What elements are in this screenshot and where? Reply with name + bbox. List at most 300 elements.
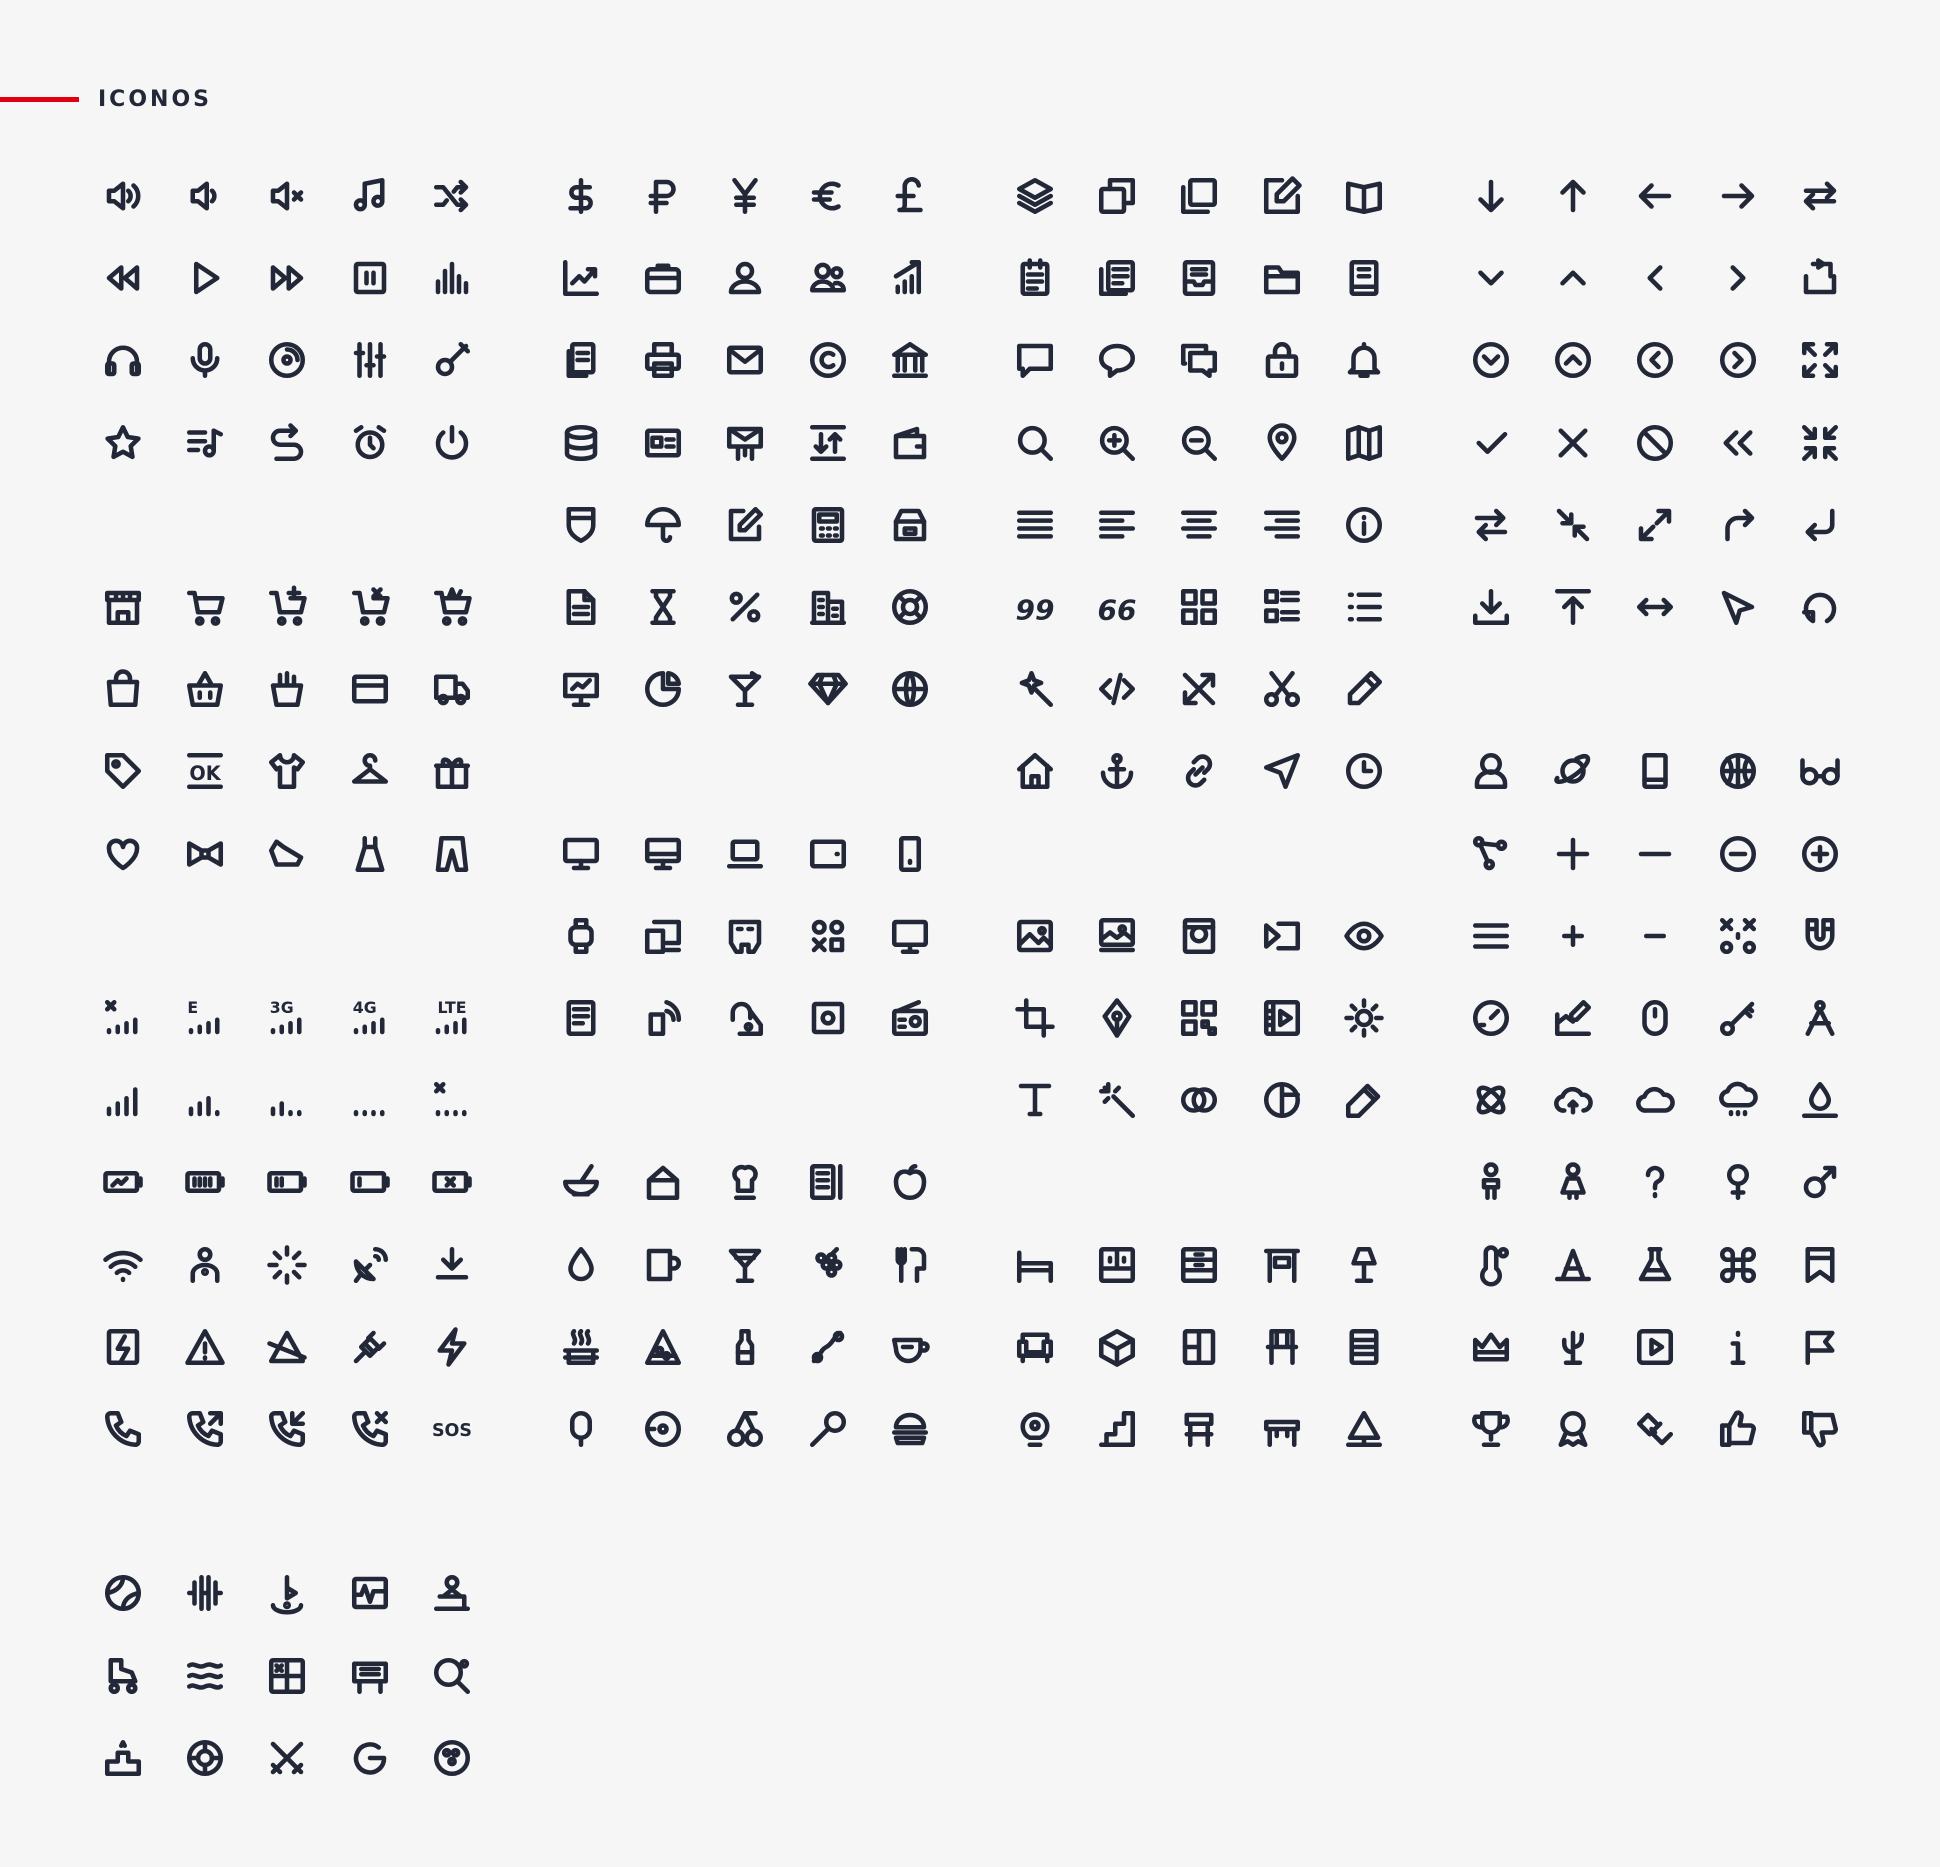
user-icon [1463,743,1519,799]
info-icon [1710,1319,1766,1375]
umbrella-icon [635,497,691,553]
heart-icon [95,826,151,882]
zoom-out-icon [1171,415,1227,471]
percent-icon [717,579,773,635]
glasses-icon [1792,743,1848,799]
sausage-icon [800,1319,856,1375]
headphones-icon [95,332,151,388]
plus-icon [1545,826,1601,882]
download-tray-icon [424,1237,480,1293]
cabinet-icon [1089,1237,1145,1293]
desk-lamp-icon [1336,1401,1392,1457]
mail-icon [717,332,773,388]
code-icon [1089,661,1145,717]
monitor-icon [553,826,609,882]
guitar-icon [424,332,480,388]
compress-icon [1792,415,1848,471]
coffee-cup-icon [635,1237,691,1293]
close-icon [1545,415,1601,471]
enter-icon [1792,497,1848,553]
flag-icon [1792,1319,1848,1375]
satellite-icon [342,1237,398,1293]
cherries-icon [717,1401,773,1457]
edit-square-icon [1254,168,1310,224]
waves-icon [177,1648,233,1704]
yen-icon [717,168,773,224]
search-icon [1007,415,1063,471]
zoom-in-icon [1089,415,1145,471]
speedometer-icon [1463,990,1519,1046]
thumbs-up-icon [1710,1401,1766,1457]
quote-close-icon [1089,579,1145,635]
edit-icon [717,497,773,553]
film-icon [1254,990,1310,1046]
battery-charging-icon [95,1154,151,1210]
signal-medium-icon [259,1072,315,1128]
hanger-icon [342,743,398,799]
battery-empty-icon [424,1154,480,1210]
ice-cream-icon [553,1401,609,1457]
signal-low-icon [342,1072,398,1128]
scissors-icon [1254,661,1310,717]
ruble-icon [635,168,691,224]
box-icon [1089,1319,1145,1375]
medal-icon [1545,1401,1601,1457]
share-icon [1792,250,1848,306]
planet-icon [1545,743,1601,799]
gamepad-icon [717,908,773,964]
dress-icon [342,826,398,882]
align-justify-icon [1007,497,1063,553]
cart-icon [177,579,233,635]
image-icon [1007,908,1063,964]
man-icon [1463,1154,1519,1210]
chef-hat-icon [717,1154,773,1210]
map-icon [1336,415,1392,471]
spatula-icon [800,1401,856,1457]
roller-skate-icon [95,1648,151,1704]
microphone-icon [177,332,233,388]
list-grid-icon [1254,579,1310,635]
plus-circle-icon [1792,826,1848,882]
align-right-icon [1254,497,1310,553]
shield-icon [553,497,609,553]
no-signal-icon [259,1319,315,1375]
info-circle-icon [1336,497,1392,553]
cart-add-icon [259,579,315,635]
newspaper-icon [1089,250,1145,306]
align-left-icon [1089,497,1145,553]
rotate-icon [1792,579,1848,635]
users-icon [800,250,856,306]
sun-icon [1336,990,1392,1046]
cake-icon [635,1154,691,1210]
copy-icon [1089,168,1145,224]
plus-small-icon [1545,908,1601,964]
store-icon [95,579,151,635]
menu-icon [1463,908,1519,964]
radio-icon [882,990,938,1046]
signal-none-icon [424,1072,480,1128]
crossed-swords-icon [259,1730,315,1786]
circle-up-icon [1545,332,1601,388]
command-icon [1710,1237,1766,1293]
id-card-icon [635,415,691,471]
magic-pen-icon [1007,661,1063,717]
signal-3g-icon [259,990,315,1046]
burger-icon [882,1401,938,1457]
wifi-icon [95,1237,151,1293]
pencil-icon [1336,661,1392,717]
cloud-sync-icon [1545,1072,1601,1128]
signal-high-icon [177,1072,233,1128]
copyright-icon [800,332,856,388]
vinyl-icon [259,332,315,388]
pizza-icon [635,1319,691,1375]
align-center-icon [1171,497,1227,553]
chats-icon [1171,332,1227,388]
upload-icon [1545,579,1601,635]
shelf-icon [1336,1319,1392,1375]
text-tool-icon [1007,1072,1063,1128]
smartphone-icon [882,826,938,882]
cocktail-shot-icon [717,661,773,717]
repeat-one-icon [259,415,315,471]
cursor-icon [1710,579,1766,635]
transfer-icon [800,415,856,471]
eyedropper-icon [1336,1072,1392,1128]
male-icon [1792,1154,1848,1210]
contrast-icon [1254,1072,1310,1128]
atom-icon [1463,1072,1519,1128]
horizontal-arrows-icon [1627,579,1683,635]
folder-icon [1254,250,1310,306]
warning-icon [177,1319,233,1375]
bottle-icon [717,1319,773,1375]
open-book-icon [1336,168,1392,224]
drawer-icon [1171,1237,1227,1293]
phone-in-icon [259,1401,315,1457]
volume-down-icon [177,168,233,224]
svg-text:99: 99 [1015,593,1055,627]
video-icon [1254,908,1310,964]
heart-rate-icon [342,1565,398,1621]
crown-icon [1463,1319,1519,1375]
section-title: ICONOS [98,87,212,112]
minus-icon [1627,826,1683,882]
quote-open-icon [1007,579,1063,635]
cart-remove-icon [342,579,398,635]
signal-lte-icon [424,990,480,1046]
t-shirt-icon [259,743,315,799]
home-icon [1007,743,1063,799]
food-basket-icon [259,661,315,717]
diamond-icon [800,661,856,717]
presentation-icon [553,661,609,717]
playlist-icon [177,415,233,471]
phone-missed-icon [342,1401,398,1457]
bed-icon [1007,1237,1063,1293]
speaker-icon [635,990,691,1046]
expand-icon [1792,332,1848,388]
power-icon [424,415,480,471]
stool-icon [1171,1401,1227,1457]
signal-full-icon [95,1072,151,1128]
user-circle-icon [717,250,773,306]
minus-circle-icon [1710,826,1766,882]
list-icon [1336,579,1392,635]
chevron-right-icon [1710,250,1766,306]
clock-icon [1336,743,1392,799]
alarm-clock-icon [342,415,398,471]
calculator-icon [800,497,856,553]
battery-half-icon [259,1154,315,1210]
photo-icon [1089,908,1145,964]
apple-icon [882,1154,938,1210]
delivery-truck-icon [424,661,480,717]
signal-4g-icon [342,990,398,1046]
music-note-icon [342,168,398,224]
cloud-rain-icon [1710,1072,1766,1128]
light-bulb-icon [1007,1401,1063,1457]
basketball-icon [1710,743,1766,799]
martini-icon [717,1237,773,1293]
cheese-icon [635,1401,691,1457]
equalizer-bars-icon [424,250,480,306]
key-icon [1710,990,1766,1046]
svg-text:66: 66 [1097,593,1137,627]
battery-full-icon [177,1154,233,1210]
chair-icon [1254,1319,1310,1375]
arrow-right-icon [1710,168,1766,224]
bookmark-icon [1792,1237,1848,1293]
smartwatch-icon [553,908,609,964]
target-icon [177,1730,233,1786]
block-icon [1627,415,1683,471]
tactics-board-icon [259,1648,315,1704]
play-square-icon [1627,1319,1683,1375]
pie-chart-icon [635,661,691,717]
flask-icon [1627,1237,1683,1293]
bowling-ball-icon [424,1730,480,1786]
stairs-icon [1089,1401,1145,1457]
wallet-icon [882,415,938,471]
plug-icon [342,1319,398,1375]
compass-icon [1792,990,1848,1046]
cactus-icon [1545,1319,1601,1375]
bench-icon [1254,1401,1310,1457]
download-icon [1463,579,1519,635]
arrow-left-icon [1627,168,1683,224]
handshake-icon [1627,1401,1683,1457]
arrow-down-icon [1463,168,1519,224]
ball-icon [95,1565,151,1621]
check-icon [1463,415,1519,471]
mixer-sliders-icon [342,332,398,388]
e-reader-icon [553,990,609,1046]
cloud-icon [1627,1072,1683,1128]
tools-icon [1171,661,1227,717]
grid-icon [1171,579,1227,635]
swap-icon [1792,168,1848,224]
globe-icon [882,661,938,717]
retro-phone-icon [717,990,773,1046]
shrink-icon [1545,497,1601,553]
play-icon [177,250,233,306]
polaroid-icon [1171,908,1227,964]
notepad-icon [1007,250,1063,306]
safe-icon [882,497,938,553]
arrow-up-icon [1545,168,1601,224]
water-level-icon [1792,1072,1848,1128]
maximize-icon [1627,497,1683,553]
star-icon [95,415,151,471]
rewind-icon [95,250,151,306]
credit-card-icon [342,661,398,717]
phone-out-icon [177,1401,233,1457]
book-icon [1336,250,1392,306]
briefcase-icon [635,250,691,306]
laptop-icon [717,826,773,882]
circle-down-icon [1463,332,1519,388]
goal-icon [342,1648,398,1704]
triangle-a-icon [1545,1237,1601,1293]
hourglass-icon [635,579,691,635]
svg-text:4G: 4G [352,997,377,1017]
pen-nib-icon [1089,990,1145,1046]
hot-dish-icon [553,1319,609,1375]
qr-code-icon [1171,990,1227,1046]
pound-icon [882,168,938,224]
certificate-icon [717,415,773,471]
g-badge-icon [342,1730,398,1786]
wardrobe-icon [1171,1319,1227,1375]
duplicate-icon [1171,168,1227,224]
shuffle-icon [424,168,480,224]
cart-full-icon [424,579,480,635]
volume-up-icon [95,168,151,224]
sos-icon [424,1401,480,1457]
cutlery-icon [882,1237,938,1293]
podium-icon [95,1730,151,1786]
tablet-icon [800,826,856,882]
question-icon [1627,1154,1683,1210]
link-icon [1171,743,1227,799]
layers-icon [1007,168,1063,224]
dollar-icon [553,168,609,224]
bowl-icon [553,1154,609,1210]
shoe-icon [259,826,315,882]
circle-left-icon [1627,332,1683,388]
price-tag-icon [95,743,151,799]
magic-wand-icon [1089,1072,1145,1128]
devices-icon [635,908,691,964]
lamp-icon [1336,1237,1392,1293]
gift-icon [424,743,480,799]
flash-icon [424,1319,480,1375]
drop-icon [553,1237,609,1293]
double-left-icon [1710,415,1766,471]
battery-low-icon [342,1154,398,1210]
bell-icon [1336,332,1392,388]
coins-stack-icon [553,415,609,471]
bow-tie-icon [177,826,233,882]
game-controls-icon [1710,908,1766,964]
signal-growth-icon [882,250,938,306]
exchange-icon [1463,497,1519,553]
tea-cup-icon [882,1319,938,1375]
mouse-icon [1627,990,1683,1046]
camera-icon [800,990,856,1046]
female-icon [1710,1154,1766,1210]
desktop-icon [635,826,691,882]
volume-mute-icon [259,168,315,224]
trophy-icon [1463,1401,1519,1457]
chat-round-icon [1089,332,1145,388]
share-nodes-icon [1463,826,1519,882]
mobile-icon [1627,743,1683,799]
pants-icon [424,826,480,882]
woman-icon [1545,1154,1601,1210]
chart-edit-icon [1545,990,1601,1046]
chat-square-icon [1007,332,1063,388]
armchair-icon [1007,1319,1063,1375]
document-text-icon [553,579,609,635]
basket-icon [177,661,233,717]
chevron-up-icon [1545,250,1601,306]
anchor-icon [1089,743,1145,799]
eye-icon [1336,908,1392,964]
svg-text:3G: 3G [270,997,295,1017]
circle-right-icon [1710,332,1766,388]
hotspot-icon [177,1237,233,1293]
ping-pong-icon [424,1648,480,1704]
chevron-left-icon [1627,250,1683,306]
thumbs-down-icon [1792,1401,1848,1457]
euro-icon [800,168,856,224]
map-pin-icon [1254,415,1310,471]
bank-icon [882,332,938,388]
loading-icon [259,1237,315,1293]
trend-chart-icon [553,250,609,306]
crop-icon [1007,990,1063,1046]
phone-icon [95,1401,151,1457]
inbox-icon [1171,250,1227,306]
stop-icon [342,250,398,306]
golf-icon [259,1565,315,1621]
fast-forward-icon [259,250,315,306]
signal-e-icon [177,990,233,1046]
svg-text:SOS: SOS [431,1421,472,1441]
lifebuoy-icon [882,579,938,635]
signal-x-icon [95,990,151,1046]
overlap-icon [1171,1072,1227,1128]
navigation-icon [1254,743,1310,799]
thermometer-icon [1463,1237,1519,1293]
chevron-down-icon [1463,250,1519,306]
ok-badge-icon [177,743,233,799]
tv-icon [882,908,938,964]
apps-icon [800,908,856,964]
power-box-icon [95,1319,151,1375]
svg-text:OK: OK [189,762,221,786]
lock-icon [1254,332,1310,388]
building-icon [800,579,856,635]
podium-person-icon [424,1565,480,1621]
svg-text:LTE: LTE [437,997,467,1017]
dumbbell-icon [177,1565,233,1621]
magnet-icon [1792,908,1848,964]
